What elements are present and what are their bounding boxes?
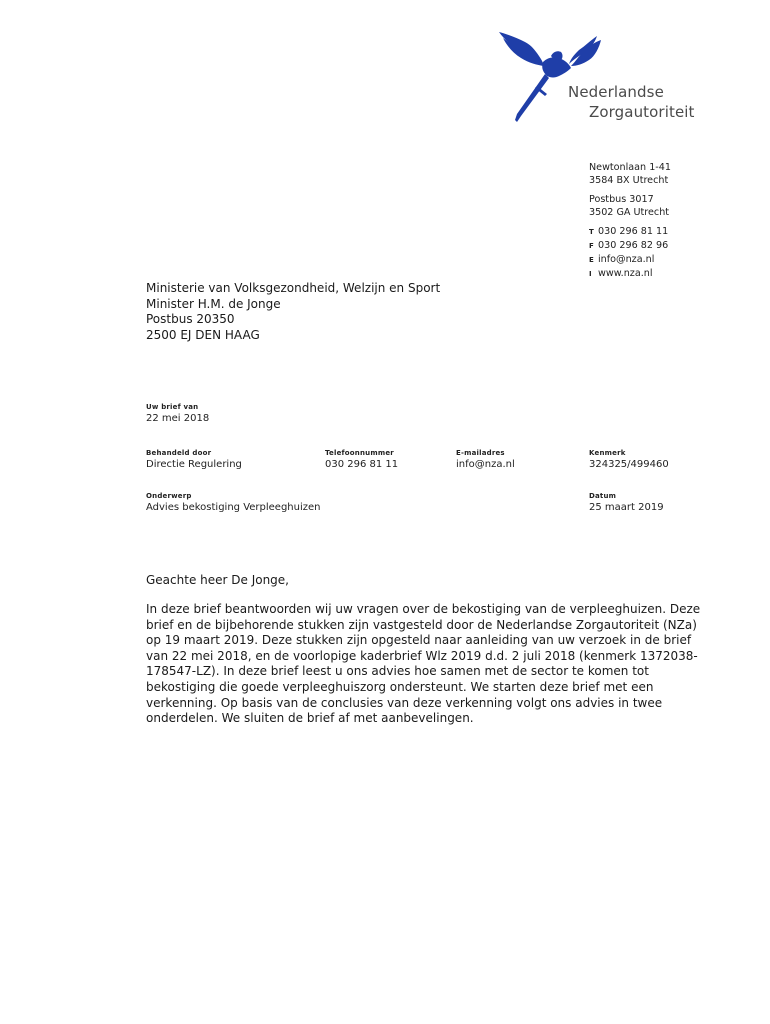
uw-brief-value: 22 mei 2018: [146, 413, 210, 424]
onderwerp-field: [146, 492, 321, 514]
fax-prefix: F: [589, 242, 594, 250]
fax-value: 030 296 82 96: [598, 240, 669, 251]
telefoonnummer-label: Telefoonnummer: [325, 449, 394, 457]
datum-value: 25 maart 2019: [589, 502, 664, 513]
telefoonnummer-field: [325, 449, 398, 471]
kenmerk-label: Kenmerk: [589, 449, 626, 457]
addressee-block: [146, 281, 440, 343]
addressee-line-3: Postbus 20350: [146, 312, 235, 326]
email-field: [456, 449, 515, 471]
sender-pobox-city: 3502 GA Utrecht: [589, 207, 670, 218]
email-prefix: E: [589, 256, 594, 264]
tel-prefix: T: [589, 228, 594, 236]
behandeld-door-label: Behandeld door: [146, 449, 212, 457]
logo-line-1: Nederlandse: [568, 83, 664, 101]
web-prefix: I: [589, 270, 592, 278]
addressee-line-4: 2500 EJ DEN HAAG: [146, 327, 260, 342]
tel-value: 030 296 81 11: [598, 226, 669, 237]
addressee-line-1: Ministerie van Volksgezondheid, Welzijn en Sport: [146, 281, 441, 295]
email-label: E-mailadres: [456, 449, 505, 457]
sender-postal-city: 3584 BX Utrecht: [589, 175, 669, 186]
kenmerk-value: 324325/499460: [589, 459, 669, 470]
letter-paragraph: In deze brief beantwoorden wij uw vragen over de bekostiging van de verpleeghuizen. Deze brief en de bijbehorende stukken zijn vastgesteld door de Nederlandse Zorgautoriteit (NZa) op 19 maart 2019. Deze stukken zijn opgesteld naar aanleiding van uw verzoek in de brief van 22 mei 2018, en de voorlopige kaderbrief Wlz 2019 d.d. 2 juli 2018 (kenmerk 1372038-178547-LZ). In deze brief leest u ons advies hoe samen met de sector te komen tot bekostiging die goede verpleeghuiszorg ondersteunt. We starten deze brief met een verkenning. Op basis van de conclusies van deze verkenning volgt ons advies in twee onderdelen. We sluiten de brief af met aanbevelingen.: [146, 602, 701, 726]
onderwerp-value: Advies bekostiging Verpleeghuizen: [146, 502, 321, 513]
datum-label: Datum: [589, 492, 617, 500]
web-value: www.nza.nl: [598, 268, 653, 279]
sender-pobox: Postbus 3017: [589, 194, 654, 205]
salutation: Geachte heer De Jonge,: [146, 573, 289, 587]
sender-fax: [589, 239, 671, 253]
nza-wordmark: [568, 82, 695, 122]
behandeld-door-value: Directie Regulering: [146, 459, 242, 470]
uw-brief-field: [146, 403, 209, 425]
sender-email: [589, 253, 671, 267]
sender-street: Newtonlaan 1-41: [589, 162, 671, 173]
addressee-line-2: Minister H.M. de Jonge: [146, 296, 281, 311]
sender-address-block: [589, 161, 671, 281]
uw-brief-label: Uw brief van: [146, 403, 199, 411]
sender-telephone: [589, 225, 671, 239]
email-value: info@nza.nl: [598, 254, 655, 265]
sender-website: [589, 267, 671, 281]
email-value-meta: info@nza.nl: [456, 459, 515, 470]
telefoonnummer-value: 030 296 81 11: [325, 459, 399, 470]
logo-line-2: Zorgautoriteit: [589, 103, 695, 121]
behandeld-door-field: [146, 449, 242, 471]
onderwerp-label: Onderwerp: [146, 492, 192, 500]
datum-field: [589, 492, 664, 514]
kenmerk-field: [589, 449, 669, 471]
